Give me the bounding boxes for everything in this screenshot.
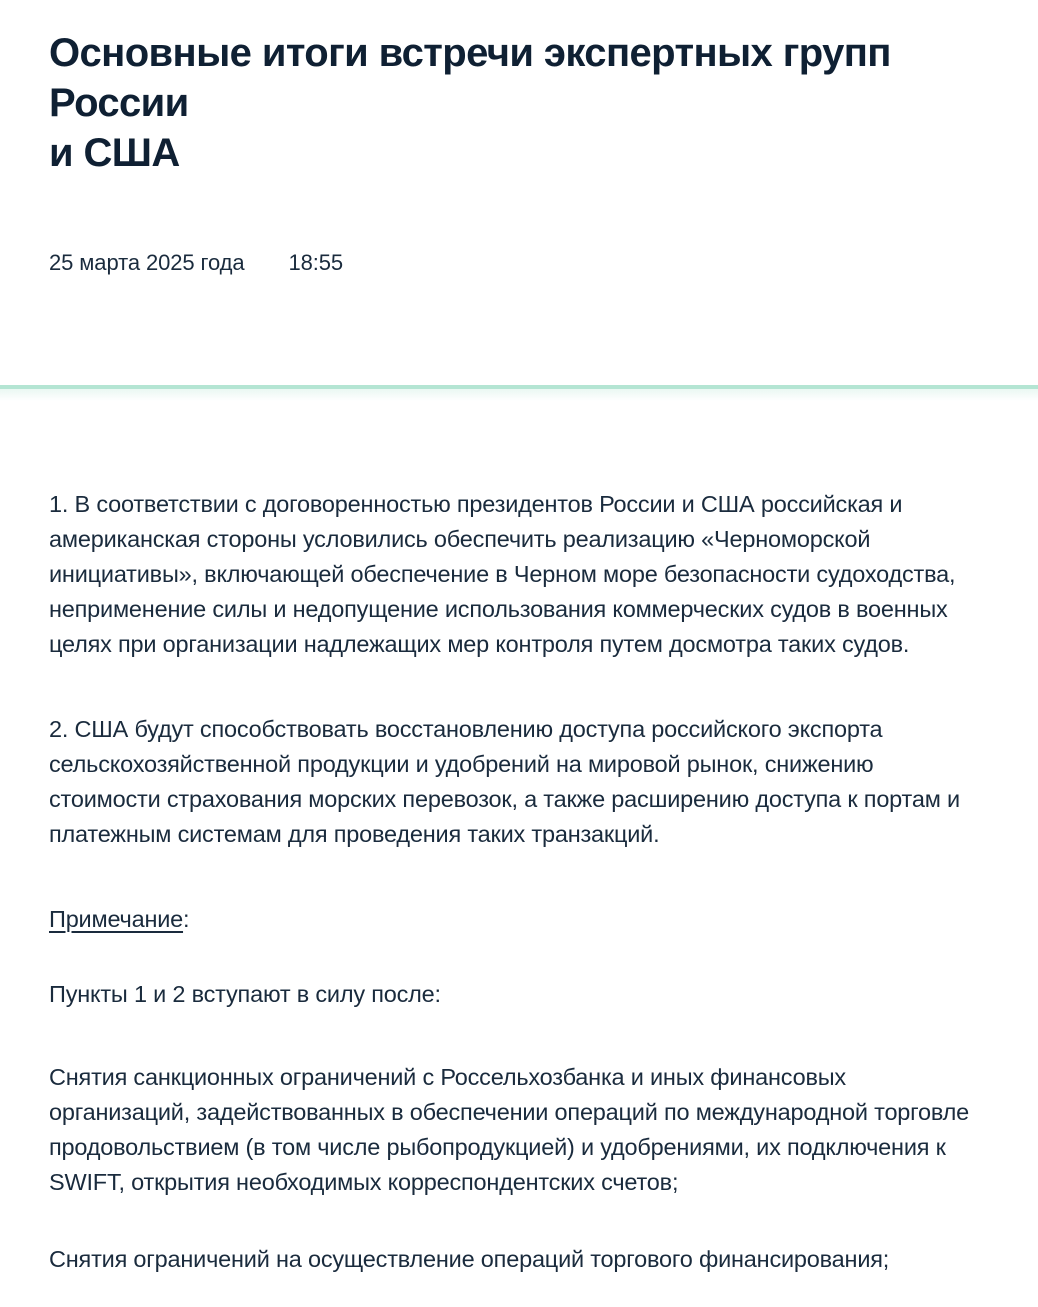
- page-title-line-1: Основные итоги встречи экспертных групп России: [49, 31, 891, 125]
- page-title-line-2: и США: [49, 131, 180, 175]
- publication-time: 18:55: [288, 250, 344, 275]
- note-item-2: Снятия ограничений на осуществление операций торгового финансирования;: [49, 1246, 890, 1272]
- paragraph-2: 2. США будут способствовать восстановлению доступа российского экспорта сельскохозяйственной продукции и удобрений на мировой рынок, снижению стоимости страхования морских перевозок, а также расширению доступа к портам и платежным системам для проведения таких транзакций.: [49, 716, 960, 847]
- note-intro: Пункты 1 и 2 вступают в силу после:: [49, 981, 441, 1007]
- publication-date: 25 марта 2025 года: [49, 250, 245, 275]
- article-meta: [49, 249, 990, 277]
- note-item-1: Снятия санкционных ограничений с Россельхозбанка и иных финансовых организаций, задействованных в обеспечении операций по международной торговле продовольствием (в том числе рыбопродукцией) и удобрениями, их подключения к SWIFT, открытия необходимых корреспондентских счетов;: [49, 1064, 970, 1195]
- note-heading: [49, 902, 990, 937]
- note-label-colon: :: [183, 906, 190, 932]
- section-divider-fade: [0, 389, 1038, 401]
- article-body: [0, 487, 1038, 1307]
- paragraph-1: 1. В соответствии с договоренностью президентов России и США российская и американская стороны условились обеспечить реализацию «Черноморской инициативы», включающей обеспечение в Черном море безопасности судоходства, неприменение силы и недопущение использования коммерческих судов в военных целях при организации надлежащих мер контроля путем досмотра таких судов.: [49, 491, 956, 657]
- page-title: [49, 28, 990, 178]
- article-header: [0, 0, 1038, 277]
- note-label: Примечание: [49, 906, 184, 932]
